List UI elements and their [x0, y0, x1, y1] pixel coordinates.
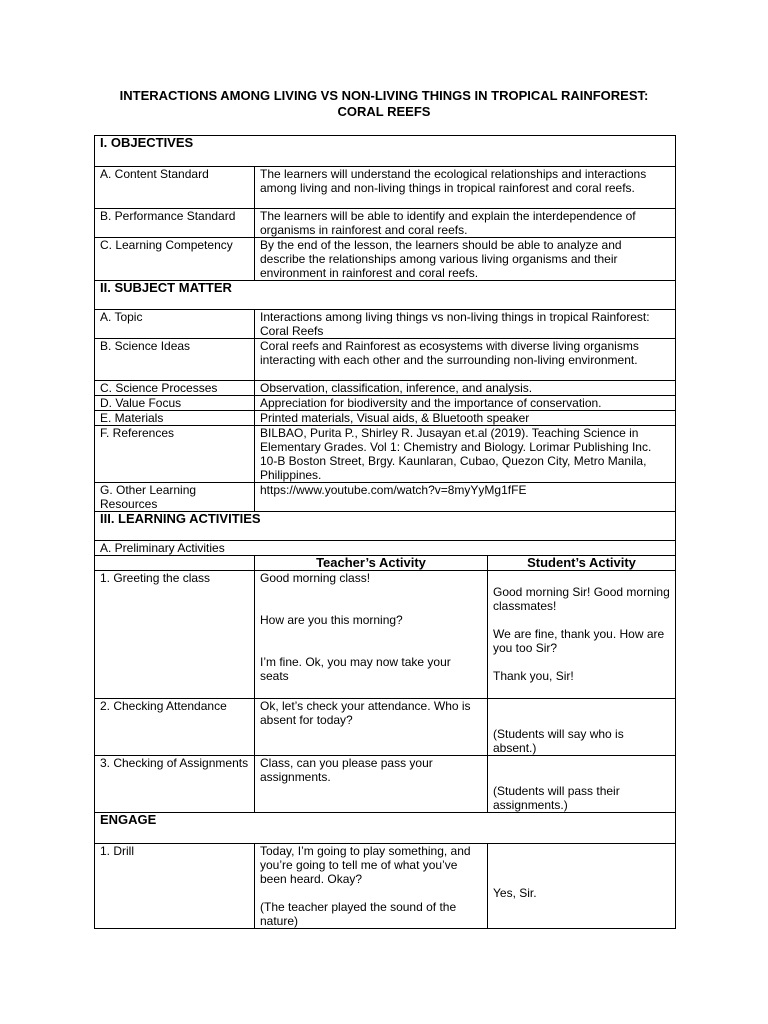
attendance-student: (Students will say who is absent.) — [493, 727, 624, 755]
drill-teacher-line-2: (The teacher played the sound of the nature) — [260, 900, 457, 928]
topic-label: A. Topic — [95, 310, 255, 339]
table-row — [95, 756, 676, 813]
drill-label: 1. Drill — [95, 844, 255, 929]
table-row — [95, 571, 676, 699]
table-row — [95, 483, 676, 512]
drill-student: Yes, Sir. — [493, 886, 537, 900]
greeting-label: 1. Greeting the class — [95, 571, 255, 699]
lesson-plan-table — [94, 135, 676, 929]
assignments-label: 3. Checking of Assignments — [95, 756, 255, 813]
table-row — [95, 426, 676, 483]
table-row — [95, 396, 676, 411]
learning-competency-value: By the end of the lesson, the learners should be able to analyze and describe the relationships among various living organisms and their environment in rainforest and coral reefs. — [255, 238, 676, 281]
objectives-section-row — [95, 136, 676, 167]
topic-value: Interactions among living things vs non-living things in tropical Rainforest: Coral Reefs — [255, 310, 676, 339]
drill-teacher-line-1: Today, I’m going to play something, and you’re going to tell me of what you’ve been heard. Okay? — [260, 844, 471, 886]
table-row — [95, 699, 676, 756]
other-resources-label: G. Other Learning Resources — [95, 483, 255, 512]
science-ideas-value: Coral reefs and Rainforest as ecosystems with diverse living organisms interacting with each other and the surrounding non-living environment. — [255, 339, 676, 381]
references-value: BILBAO, Purita P., Shirley R. Jusayan et.al (2019). Teaching Science in Elementary Grades. Vol 1: Chemistry and Biology. Lorimar Publishing Inc. 10-B Boston Street, Brgy. Kaunlaran, Cubao, Quezon City, Metro Manila, Philippines. — [255, 426, 676, 483]
science-ideas-label: B. Science Ideas — [95, 339, 255, 381]
table-row — [95, 167, 676, 209]
subject-matter-section-row — [95, 281, 676, 310]
materials-label: E. Materials — [95, 411, 255, 426]
greeting-student-cell — [488, 571, 676, 699]
assignments-teacher: Class, can you please pass your assignments. — [255, 756, 488, 813]
preliminary-activities-label: A. Preliminary Activities — [95, 541, 676, 556]
drill-student-cell — [488, 844, 676, 929]
attendance-label: 2. Checking Attendance — [95, 699, 255, 756]
drill-teacher-cell — [255, 844, 488, 929]
materials-value: Printed materials, Visual aids, & Bluetooth speaker — [255, 411, 676, 426]
greeting-teacher-line-2: How are you this morning? — [260, 613, 403, 627]
references-label: F. References — [95, 426, 255, 483]
title-line-2: CORAL REEFS — [337, 104, 431, 119]
other-resources-link[interactable]: https://www.youtube.com/watch?v=8myYyMg1fFE — [255, 483, 676, 512]
subject-matter-heading: II. SUBJECT MATTER — [95, 281, 676, 310]
activity-header-row — [95, 556, 676, 571]
assignments-student: (Students will pass their assignments.) — [493, 784, 620, 812]
greeting-student-line-2: We are fine, thank you. How are you too Sir? — [493, 627, 665, 655]
greeting-student-line-1: Good morning Sir! Good morning classmates! — [493, 585, 670, 613]
table-row — [95, 541, 676, 556]
learning-competency-label: C. Learning Competency — [95, 238, 255, 281]
learning-activities-heading: III. LEARNING ACTIVITIES — [95, 512, 676, 541]
table-row — [95, 209, 676, 238]
value-focus-value: Appreciation for biodiversity and the importance of conservation. — [255, 396, 676, 411]
table-row — [95, 844, 676, 929]
greeting-teacher-cell — [255, 571, 488, 699]
teacher-activity-header: Teacher’s Activity — [255, 556, 488, 571]
engage-heading: ENGAGE — [95, 813, 676, 844]
assignments-student-cell — [488, 756, 676, 813]
attendance-student-cell — [488, 699, 676, 756]
table-row — [95, 381, 676, 396]
student-activity-header: Student’s Activity — [488, 556, 676, 571]
greeting-student-line-3: Thank you, Sir! — [493, 669, 574, 683]
science-processes-label: C. Science Processes — [95, 381, 255, 396]
table-row — [95, 411, 676, 426]
table-row — [95, 310, 676, 339]
learning-activities-section-row — [95, 512, 676, 541]
table-row — [95, 339, 676, 381]
activity-header-blank — [95, 556, 255, 571]
content-standard-label: A. Content Standard — [95, 167, 255, 209]
performance-standard-value: The learners will be able to identify and explain the interdependence of organisms in rainforest and coral reefs. — [255, 209, 676, 238]
table-row — [95, 238, 676, 281]
engage-section-row — [95, 813, 676, 844]
title-line-1: INTERACTIONS AMONG LIVING VS NON-LIVING THINGS IN TROPICAL RAINFOREST: — [119, 88, 649, 103]
science-processes-value: Observation, classification, inference, and analysis. — [255, 381, 676, 396]
attendance-teacher: Ok, let’s check your attendance. Who is absent for today? — [255, 699, 488, 756]
content-standard-value: The learners will understand the ecological relationships and interactions among living and non-living things in tropical rainforest and coral reefs. — [255, 167, 676, 209]
greeting-teacher-line-3: I’m fine. Ok, you may now take your seats — [260, 655, 451, 683]
document-title — [60, 88, 708, 120]
value-focus-label: D. Value Focus — [95, 396, 255, 411]
greeting-teacher-line-1: Good morning class! — [260, 571, 371, 585]
performance-standard-label: B. Performance Standard — [95, 209, 255, 238]
objectives-heading: I. OBJECTIVES — [95, 136, 676, 167]
